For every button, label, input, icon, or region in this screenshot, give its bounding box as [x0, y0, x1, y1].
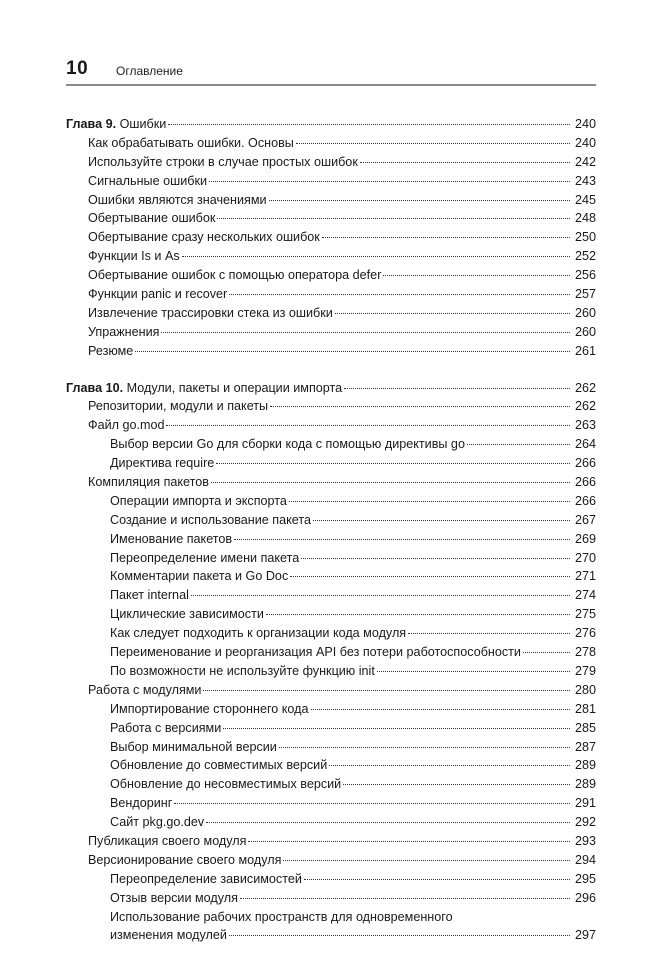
entry-title-text: Используйте строки в случае простых ошибок: [88, 154, 358, 169]
toc-entry: [66, 266, 596, 285]
toc-entry: [66, 209, 596, 228]
toc-entry: [66, 889, 596, 908]
toc-entry-title: [66, 115, 166, 134]
dot-leader: [311, 708, 570, 710]
toc-entry-title: [88, 285, 227, 304]
toc-page-number: 262: [574, 380, 596, 395]
toc-entry-title: [66, 379, 342, 398]
toc-entry-title: [88, 191, 267, 210]
entry-title-text: Сайт pkg.go.dev: [110, 815, 205, 830]
toc-page-number: 291: [574, 796, 596, 811]
toc-page-number: 262: [574, 399, 596, 414]
entry-title-text: Публикация своего модуля: [88, 833, 247, 848]
toc-entry-title: [88, 172, 207, 191]
toc-entry: [66, 473, 596, 492]
entry-title-text: Создание и использование пакета: [110, 512, 311, 527]
dot-leader: [206, 821, 570, 823]
dot-leader: [229, 293, 570, 295]
entry-title-text: Обновление до совместимых версий: [110, 758, 328, 773]
entry-title-text: Комментарии пакета и Go Doc: [110, 569, 289, 584]
entry-title-text: Упражнения: [88, 324, 160, 339]
toc-entry: [66, 549, 596, 568]
toc-entry: [66, 134, 596, 153]
toc-entry-title: [110, 700, 309, 719]
dot-leader: [240, 897, 570, 899]
toc-entry-title: [88, 473, 209, 492]
toc-page-number: 263: [574, 418, 596, 433]
toc-entry-title: [88, 266, 381, 285]
toc-entry-title: [88, 851, 281, 870]
entry-title-text: Работа с версиями: [110, 720, 222, 735]
entry-title-text: Отзыв версии модуля: [110, 890, 238, 905]
toc-entry: [66, 813, 596, 832]
entry-title-text: Версионирование своего модуля: [88, 852, 282, 867]
toc-entry-title: [110, 530, 232, 549]
dot-leader: [296, 142, 570, 144]
toc-entry-title: [110, 889, 238, 908]
entry-title-text: Репозитории, модули и пакеты: [88, 399, 269, 414]
toc-page-number: 252: [574, 249, 596, 264]
toc-page-number: 297: [574, 928, 596, 943]
toc-entry: [66, 304, 596, 323]
toc-entry-title: [110, 454, 214, 473]
toc-page-number: 243: [574, 173, 596, 188]
dot-leader: [191, 594, 570, 596]
toc-entry: [66, 700, 596, 719]
dot-leader: [313, 519, 570, 521]
dot-leader: [223, 727, 570, 729]
toc-entry: [66, 285, 596, 304]
toc-entry-title: [110, 492, 287, 511]
toc-page-number: 294: [574, 852, 596, 867]
toc-entry-title: [88, 304, 333, 323]
toc-entry: [66, 416, 596, 435]
toc-page-number: 285: [574, 720, 596, 735]
dot-leader: [383, 274, 570, 276]
entry-title-text: Как следует подходить к организации кода модуля: [110, 626, 407, 641]
dot-leader: [408, 632, 570, 634]
toc-entry-title: [88, 681, 201, 700]
entry-title-text: Ошибки являются значениями: [88, 192, 267, 207]
toc-page-number: 289: [574, 777, 596, 792]
toc-entry: [66, 794, 596, 813]
toc-entry-title: [88, 209, 215, 228]
toc-chapter-entry: [66, 379, 596, 398]
dot-leader: [301, 557, 570, 559]
toc-entry-title: [88, 153, 358, 172]
toc-entry: [66, 870, 596, 889]
entry-title-text: Модули, пакеты и операции импорта: [123, 380, 343, 395]
dot-leader: [266, 613, 570, 615]
toc-chapter-entry: [66, 115, 596, 134]
chapter-number: Глава 9.: [66, 117, 117, 131]
entry-title-text: Функции Is и As: [88, 249, 180, 264]
dot-leader: [211, 481, 570, 483]
entry-title-text: Пакет internal: [110, 588, 189, 603]
dot-leader: [135, 350, 570, 352]
toc-page-number: 261: [574, 343, 596, 358]
toc-page-number: 278: [574, 645, 596, 660]
toc-entry: [66, 228, 596, 247]
entry-title-text: Импортирование стороннего кода: [110, 701, 309, 716]
toc-page-number: 293: [574, 833, 596, 848]
dot-leader: [270, 405, 570, 407]
toc-page-number: 250: [574, 230, 596, 245]
toc-page-number: 275: [574, 607, 596, 622]
dot-leader: [248, 840, 570, 842]
dot-leader: [344, 387, 570, 389]
entry-title-text: По возможности не используйте функцию init: [110, 663, 375, 678]
toc-entry-title: [110, 870, 302, 889]
entry-title-text: Сигнальные ошибки: [88, 173, 208, 188]
toc-entry: [66, 191, 596, 210]
toc-page-number: 248: [574, 211, 596, 226]
toc-entry: [66, 832, 596, 851]
toc-entry: [66, 719, 596, 738]
toc-page-number: 270: [574, 550, 596, 565]
entry-title-text: Резюме: [88, 343, 134, 358]
entry-title-text: Функции panic и recover: [88, 287, 228, 302]
toc-entry: [66, 511, 596, 530]
toc-page-number: 271: [574, 569, 596, 584]
entry-title-text: Обновление до несовместимых версий: [110, 777, 342, 792]
dot-leader: [209, 180, 570, 182]
entry-title-text: Переименование и реорганизация API без потери работоспособности: [110, 645, 521, 660]
toc-page-number: 260: [574, 305, 596, 320]
toc-entry: [66, 624, 596, 643]
toc-entry: [66, 153, 596, 172]
toc-entry-title: [88, 247, 180, 266]
entry-title-text: Циклические зависимости: [110, 607, 264, 622]
entry-title-text: Обертывание ошибок: [88, 211, 216, 226]
toc-entry: [66, 172, 596, 191]
toc-entry: [66, 454, 596, 473]
toc-entry-title: изменения модулей: [110, 928, 227, 943]
page-number: 10: [66, 58, 89, 79]
dot-leader: [217, 217, 570, 219]
dot-leader: [377, 670, 570, 672]
entry-title-text: Переопределение зависимостей: [110, 871, 302, 886]
toc-page-number: 281: [574, 701, 596, 716]
toc-entry-title: [110, 643, 521, 662]
toc-page-number: 266: [574, 475, 596, 490]
dot-leader: [216, 462, 570, 464]
dot-leader: [166, 424, 570, 426]
toc-entry-title: [110, 719, 221, 738]
toc-page-number: 240: [574, 117, 596, 131]
dot-leader: [234, 538, 570, 540]
dot-leader: [322, 236, 570, 238]
dot-leader: [174, 802, 570, 804]
table-of-contents: [66, 115, 596, 945]
toc-entry: [66, 492, 596, 511]
toc-entry: [66, 247, 596, 266]
toc-entry-title: [110, 794, 172, 813]
dot-leader: [203, 689, 570, 691]
dot-leader: [290, 575, 570, 577]
chapter-number: Глава 10.: [66, 380, 124, 395]
toc-entry-title: [110, 567, 288, 586]
toc-entry-title: [110, 624, 406, 643]
dot-leader: [467, 443, 570, 445]
toc-entry-title: [110, 586, 189, 605]
toc-entry-title: [110, 605, 264, 624]
toc-page-number: 264: [574, 437, 596, 452]
dot-leader: [329, 764, 570, 766]
toc-entry-title: [110, 549, 299, 568]
running-title: Оглавление: [116, 64, 183, 78]
dot-leader: [335, 312, 570, 314]
toc-entry-title: [88, 397, 268, 416]
toc-page-number: 266: [574, 456, 596, 471]
toc-page-number: 292: [574, 815, 596, 830]
toc-entry: [66, 681, 596, 700]
toc-page-number: 280: [574, 682, 596, 697]
toc-page-number: 266: [574, 493, 596, 508]
toc-entry: [66, 756, 596, 775]
toc-page-number: 240: [574, 135, 596, 150]
entry-title-text: Переопределение имени пакета: [110, 550, 300, 565]
toc-page-number: 269: [574, 531, 596, 546]
toc-page-number: 296: [574, 890, 596, 905]
toc-entry-title: [88, 228, 320, 247]
toc-entry: [66, 851, 596, 870]
toc-entry-title: [110, 756, 327, 775]
toc-entry-first-line: Использование рабочих пространств для одновременного: [110, 909, 453, 924]
toc-entry: [66, 738, 596, 757]
toc-entry: [66, 397, 596, 416]
dot-leader: [360, 161, 570, 163]
entry-title-text: Обертывание сразу нескольких ошибок: [88, 230, 320, 245]
entry-title-text: Компиляция пакетов: [88, 475, 209, 490]
toc-page-number: 276: [574, 626, 596, 641]
toc-page-number: 256: [574, 268, 596, 283]
entry-title-text: Ошибки: [116, 117, 167, 131]
toc-entry-title: [88, 832, 246, 851]
toc-entry-title: [88, 134, 294, 153]
toc-entry-title: [88, 416, 164, 435]
toc-entry: [66, 435, 596, 454]
toc-entry: [66, 643, 596, 662]
toc-entry-title: [88, 342, 133, 361]
toc-page-number: 274: [574, 588, 596, 603]
toc-page-number: 257: [574, 287, 596, 302]
toc-page-number: 245: [574, 192, 596, 207]
toc-page-number: 295: [574, 871, 596, 886]
toc-entry: [66, 323, 596, 342]
entry-title-text: Операции импорта и экспорта: [110, 493, 287, 508]
toc-entry-title: [110, 738, 277, 757]
dot-leader: [279, 746, 570, 748]
dot-leader: [269, 199, 570, 201]
toc-entry-title: [110, 775, 341, 794]
dot-leader: [343, 783, 570, 785]
entry-title-text: Выбор версии Go для сборки кода с помощью директивы go: [110, 437, 465, 452]
toc-entry: [66, 605, 596, 624]
toc-page-number: 287: [574, 739, 596, 754]
entry-title-text: Директива require: [110, 456, 215, 471]
toc-entry: [66, 586, 596, 605]
toc-page-number: 260: [574, 324, 596, 339]
dot-leader: [289, 500, 570, 502]
dot-leader: [229, 934, 570, 936]
dot-leader: [304, 878, 570, 880]
entry-title-text: Как обрабатывать ошибки. Основы: [88, 135, 294, 150]
entry-title-text: Вендоринг: [110, 796, 173, 811]
toc-entry: [66, 775, 596, 794]
dot-leader: [523, 651, 570, 653]
dot-leader: [182, 255, 570, 257]
toc-page-number: 267: [574, 512, 596, 527]
page-header: [66, 56, 596, 86]
entry-title-text: Работа с модулями: [88, 682, 202, 697]
toc-page-number: 289: [574, 758, 596, 773]
dot-leader: [161, 331, 570, 333]
toc-entry-title: [110, 813, 204, 832]
toc-page-number: 242: [574, 154, 596, 169]
toc-entry: [66, 342, 596, 361]
entry-title-text: Именование пакетов: [110, 531, 233, 546]
toc-entry: [66, 567, 596, 586]
toc-entry-title: [88, 323, 159, 342]
toc-entry: [66, 926, 596, 945]
entry-title-text: Обертывание ошибок с помощью оператора defer: [88, 268, 382, 283]
toc-page-number: 279: [574, 663, 596, 678]
toc-entry-title: [110, 511, 311, 530]
toc-entry: [66, 662, 596, 681]
entry-title-text: Извлечение трассировки стека из ошибки: [88, 305, 333, 320]
toc-entry: [66, 530, 596, 549]
toc-entry-title: [110, 662, 375, 681]
dot-leader: [283, 859, 570, 861]
entry-title-text: Файл go.mod: [88, 418, 165, 433]
entry-title-text: Выбор минимальной версии: [110, 739, 277, 754]
dot-leader: [168, 123, 570, 125]
toc-entry-title: [110, 435, 465, 454]
